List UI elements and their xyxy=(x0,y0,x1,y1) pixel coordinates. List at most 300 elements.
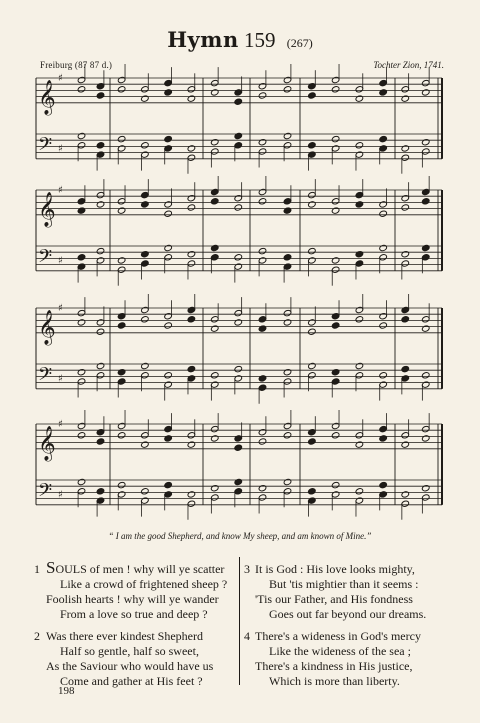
note-head xyxy=(164,79,173,86)
title-number: 159 xyxy=(244,28,276,52)
note-head xyxy=(96,201,105,208)
note-head xyxy=(379,79,388,86)
note-head xyxy=(164,313,173,320)
note-head xyxy=(401,204,410,211)
verse-2-line-2: Half so gentle, half so sweet, xyxy=(60,644,199,658)
note-head xyxy=(117,422,126,429)
verse-1-line-3: Foolish hearts ! why will ye wander xyxy=(46,592,219,606)
verse-2-line-1: Was there ever kindest Shepherd xyxy=(46,629,203,643)
note-head xyxy=(308,257,317,264)
note-head xyxy=(96,191,105,198)
treble-clef: 𝄞 xyxy=(38,309,56,345)
note-head xyxy=(308,429,317,436)
note-head xyxy=(210,316,219,323)
note-head xyxy=(210,372,219,379)
note-head xyxy=(379,381,388,388)
note-head xyxy=(308,438,317,445)
note-head xyxy=(77,76,86,83)
note-head xyxy=(421,79,430,86)
note-head xyxy=(258,257,267,264)
note-head xyxy=(141,201,150,208)
note-head xyxy=(164,145,173,152)
note-head xyxy=(164,244,173,251)
note-head xyxy=(117,76,126,83)
note-head xyxy=(355,251,364,258)
verse-4-number: 4 xyxy=(244,629,250,643)
note-head xyxy=(164,381,173,388)
verse-4-line-4: Which is more than liberty. xyxy=(269,674,400,688)
note-head xyxy=(234,254,243,261)
note-head xyxy=(117,145,126,152)
note-head xyxy=(421,381,430,388)
note-head xyxy=(234,375,243,382)
note-head xyxy=(141,372,150,379)
note-head xyxy=(77,369,86,376)
note-head xyxy=(331,432,340,439)
note-head xyxy=(210,494,219,501)
note-head xyxy=(355,306,364,313)
verse-1-line-1 xyxy=(46,560,227,577)
note-head xyxy=(141,86,150,93)
note-head xyxy=(187,441,196,448)
note-head xyxy=(379,135,388,142)
note-head xyxy=(77,319,86,326)
note-head xyxy=(331,266,340,273)
note-head xyxy=(164,491,173,498)
note-head xyxy=(421,198,430,205)
note-head xyxy=(308,488,317,495)
note-head xyxy=(96,438,105,445)
note-head xyxy=(164,89,173,96)
note-head xyxy=(141,142,150,149)
note-head xyxy=(77,478,86,485)
note-head xyxy=(355,95,364,102)
note-head xyxy=(117,207,126,214)
note-head xyxy=(308,92,317,99)
sharp-sign: ♯ xyxy=(58,255,63,267)
note-head xyxy=(401,441,410,448)
note-head xyxy=(210,485,219,492)
note-head xyxy=(421,425,430,432)
note-head xyxy=(141,432,150,439)
note-head xyxy=(77,198,86,205)
note-head xyxy=(421,435,430,442)
note-head xyxy=(355,441,364,448)
note-head xyxy=(258,83,267,90)
note-head xyxy=(96,92,105,99)
verse-3-number: 3 xyxy=(244,562,250,576)
note-head xyxy=(187,95,196,102)
note-head xyxy=(355,372,364,379)
note-head xyxy=(421,316,430,323)
sharp-sign: ♯ xyxy=(58,489,63,501)
note-head xyxy=(379,313,388,320)
note-head xyxy=(308,83,317,90)
note-head xyxy=(210,198,219,205)
note-head xyxy=(355,86,364,93)
note-head xyxy=(308,142,317,149)
sharp-sign: ♯ xyxy=(58,143,63,155)
note-head xyxy=(234,263,243,270)
verse-4-line-1: There's a wideness in God's mercy xyxy=(255,629,421,643)
note-head xyxy=(283,142,292,149)
note-head xyxy=(210,79,219,86)
note-head xyxy=(283,369,292,376)
note-head xyxy=(210,254,219,261)
note-head xyxy=(308,247,317,254)
note-head xyxy=(234,89,243,96)
note-head xyxy=(421,139,430,146)
note-head xyxy=(96,151,105,158)
verse-3-line-3: 'Tis our Father, and His fondness xyxy=(255,592,413,606)
verse-1-number: 1 xyxy=(34,562,40,576)
note-head xyxy=(401,145,410,152)
treble-clef: 𝄞 xyxy=(38,191,56,227)
note-head xyxy=(355,260,364,267)
note-head xyxy=(164,372,173,379)
note-head xyxy=(258,384,267,391)
note-head xyxy=(258,325,267,332)
note-head xyxy=(164,135,173,142)
column-divider xyxy=(239,557,240,685)
note-head xyxy=(187,491,196,498)
bass-clef: 𝄢 xyxy=(38,134,53,160)
note-head xyxy=(401,375,410,382)
note-head xyxy=(141,441,150,448)
note-head xyxy=(210,89,219,96)
tune-name: Freiburg (87 87 d.) xyxy=(40,60,113,70)
note-head xyxy=(234,204,243,211)
sharp-sign: ♯ xyxy=(58,373,63,385)
note-head xyxy=(141,497,150,504)
note-head xyxy=(308,191,317,198)
note-head xyxy=(187,251,196,258)
note-head xyxy=(258,375,267,382)
note-head xyxy=(355,316,364,323)
verse-2 xyxy=(46,629,213,689)
note-head xyxy=(210,148,219,155)
treble-clef: 𝄞 xyxy=(38,425,56,461)
note-head xyxy=(258,494,267,501)
note-head xyxy=(379,322,388,329)
note-head xyxy=(258,247,267,254)
note-head xyxy=(283,263,292,270)
note-head xyxy=(187,204,196,211)
note-head xyxy=(283,378,292,385)
note-head xyxy=(421,148,430,155)
note-head xyxy=(283,488,292,495)
note-head xyxy=(379,481,388,488)
verse-3-line-4: Goes out far beyond our dreams. xyxy=(269,607,427,621)
note-head xyxy=(96,372,105,379)
note-head xyxy=(331,198,340,205)
note-head xyxy=(308,328,317,335)
note-head xyxy=(117,369,126,376)
note-head xyxy=(234,444,243,451)
note-head xyxy=(308,319,317,326)
note-head xyxy=(117,135,126,142)
title-word: Hymn xyxy=(167,27,239,52)
note-head xyxy=(283,478,292,485)
note-head xyxy=(141,306,150,313)
note-head xyxy=(117,198,126,205)
note-head xyxy=(401,500,410,507)
note-head xyxy=(210,244,219,251)
note-head xyxy=(331,491,340,498)
note-head xyxy=(164,481,173,488)
bass-clef: 𝄢 xyxy=(38,246,53,272)
note-head xyxy=(283,76,292,83)
note-head xyxy=(77,309,86,316)
note-head xyxy=(421,325,430,332)
note-head xyxy=(141,251,150,258)
note-head xyxy=(187,432,196,439)
note-head xyxy=(187,306,196,313)
note-head xyxy=(96,257,105,264)
note-head xyxy=(308,362,317,369)
note-head xyxy=(258,438,267,445)
note-head xyxy=(234,195,243,202)
note-head xyxy=(258,92,267,99)
note-head xyxy=(258,198,267,205)
page-number: 198 xyxy=(58,685,75,697)
note-head xyxy=(355,191,364,198)
note-head xyxy=(164,435,173,442)
note-head xyxy=(117,432,126,439)
note-head xyxy=(421,244,430,251)
note-head xyxy=(401,306,410,313)
note-head xyxy=(421,188,430,195)
note-head xyxy=(355,201,364,208)
scripture-quote: “ I am the good Shepherd, and know My sheep, and am known of Mine.” xyxy=(108,531,372,541)
verse-3-line-1: It is God : His love looks mighty, xyxy=(255,562,415,576)
note-head xyxy=(141,260,150,267)
note-head xyxy=(421,494,430,501)
note-head xyxy=(141,191,150,198)
note-head xyxy=(77,86,86,93)
note-head xyxy=(96,328,105,335)
note-head xyxy=(234,142,243,149)
note-head xyxy=(355,142,364,149)
note-head xyxy=(96,362,105,369)
note-head xyxy=(258,485,267,492)
verse-1-dropcap: S xyxy=(46,558,56,577)
note-head xyxy=(379,435,388,442)
note-head xyxy=(187,316,196,323)
note-head xyxy=(379,254,388,261)
note-head xyxy=(77,422,86,429)
note-head xyxy=(283,207,292,214)
note-head xyxy=(77,263,86,270)
note-head xyxy=(141,151,150,158)
note-head xyxy=(117,257,126,264)
note-head xyxy=(401,365,410,372)
note-head xyxy=(234,478,243,485)
note-head xyxy=(77,254,86,261)
note-head xyxy=(379,210,388,217)
note-head xyxy=(331,422,340,429)
verse-4 xyxy=(255,629,421,689)
note-head xyxy=(187,375,196,382)
note-head xyxy=(401,154,410,161)
note-head xyxy=(355,488,364,495)
note-head xyxy=(96,142,105,149)
note-head xyxy=(234,319,243,326)
note-head xyxy=(187,500,196,507)
sharp-sign: ♯ xyxy=(58,419,63,430)
sharp-sign: ♯ xyxy=(58,73,63,84)
verse-1-line-2: Like a crowd of frightened sheep ? xyxy=(60,577,228,591)
note-head xyxy=(258,429,267,436)
note-head xyxy=(308,372,317,379)
note-head xyxy=(141,488,150,495)
note-head xyxy=(96,319,105,326)
note-head xyxy=(187,154,196,161)
note-head xyxy=(187,195,196,202)
note-head xyxy=(164,322,173,329)
note-head xyxy=(117,86,126,93)
verse-2-number: 2 xyxy=(34,629,40,643)
note-head xyxy=(258,188,267,195)
note-head xyxy=(141,316,150,323)
note-head xyxy=(210,139,219,146)
note-head xyxy=(421,254,430,261)
verse-1-line-1-text: OULS of men ! why will ye scatter xyxy=(55,562,225,576)
note-head xyxy=(117,481,126,488)
note-head xyxy=(77,207,86,214)
note-head xyxy=(117,491,126,498)
note-head xyxy=(258,139,267,146)
note-head xyxy=(283,422,292,429)
note-head xyxy=(187,86,196,93)
verse-2-line-3: As the Saviour who would have us xyxy=(46,659,214,673)
note-head xyxy=(379,244,388,251)
note-head xyxy=(164,201,173,208)
note-head xyxy=(401,432,410,439)
note-head xyxy=(258,316,267,323)
note-head xyxy=(77,132,86,139)
note-head xyxy=(331,322,340,329)
note-head xyxy=(331,145,340,152)
note-head xyxy=(117,322,126,329)
note-head xyxy=(283,309,292,316)
note-head xyxy=(401,491,410,498)
note-head xyxy=(308,201,317,208)
note-head xyxy=(331,257,340,264)
note-head xyxy=(210,435,219,442)
note-head xyxy=(77,378,86,385)
note-head xyxy=(355,151,364,158)
note-head xyxy=(401,86,410,93)
note-head xyxy=(234,132,243,139)
note-head xyxy=(234,98,243,105)
note-head xyxy=(96,83,105,90)
verse-2-line-4: Come and gather at His feet ? xyxy=(60,674,203,688)
note-head xyxy=(187,260,196,267)
note-head xyxy=(141,95,150,102)
note-head xyxy=(401,251,410,258)
note-head xyxy=(421,485,430,492)
note-head xyxy=(283,198,292,205)
note-head xyxy=(355,432,364,439)
note-head xyxy=(187,145,196,152)
note-head xyxy=(187,365,196,372)
note-head xyxy=(331,378,340,385)
note-head xyxy=(283,432,292,439)
note-head xyxy=(96,429,105,436)
note-head xyxy=(210,425,219,432)
note-head xyxy=(401,95,410,102)
tune-source: Tochter Zion, 1741. xyxy=(373,60,444,70)
note-head xyxy=(331,481,340,488)
note-head xyxy=(308,497,317,504)
note-head xyxy=(283,86,292,93)
note-head xyxy=(234,365,243,372)
note-head xyxy=(331,86,340,93)
note-head xyxy=(164,210,173,217)
note-head xyxy=(331,369,340,376)
note-head xyxy=(210,325,219,332)
note-head xyxy=(164,425,173,432)
treble-clef: 𝄞 xyxy=(38,79,56,115)
note-head xyxy=(234,435,243,442)
bass-clef: 𝄢 xyxy=(38,364,53,390)
verse-1-line-4: From a love so true and deep ? xyxy=(60,607,208,621)
note-head xyxy=(331,207,340,214)
note-head xyxy=(283,254,292,261)
note-head xyxy=(331,76,340,83)
note-head xyxy=(96,497,105,504)
note-head xyxy=(355,497,364,504)
note-head xyxy=(283,132,292,139)
note-head xyxy=(421,372,430,379)
note-head xyxy=(331,135,340,142)
sharp-sign: ♯ xyxy=(58,185,63,196)
note-head xyxy=(117,266,126,273)
note-head xyxy=(96,488,105,495)
note-head xyxy=(234,309,243,316)
note-head xyxy=(379,372,388,379)
alt-number: (267) xyxy=(286,36,313,50)
note-head xyxy=(308,151,317,158)
verse-3-line-2: But 'tis mightier than it seems : xyxy=(269,577,419,591)
verse-4-line-2: Like the wideness of the sea ; xyxy=(269,644,411,658)
verse-4-line-3: There's a kindness in His justice, xyxy=(255,659,413,673)
note-head xyxy=(401,316,410,323)
note-head xyxy=(210,381,219,388)
note-head xyxy=(379,201,388,208)
note-head xyxy=(234,488,243,495)
note-head xyxy=(401,260,410,267)
note-head xyxy=(117,313,126,320)
note-head xyxy=(379,425,388,432)
sharp-sign: ♯ xyxy=(58,303,63,314)
bass-clef: 𝄢 xyxy=(38,480,53,506)
note-head xyxy=(421,89,430,96)
note-head xyxy=(379,491,388,498)
verse-3 xyxy=(255,562,426,622)
note-head xyxy=(379,89,388,96)
note-head xyxy=(77,488,86,495)
note-head xyxy=(379,145,388,152)
note-head xyxy=(117,378,126,385)
verse-1 xyxy=(46,560,227,622)
note-head xyxy=(401,195,410,202)
note-head xyxy=(96,247,105,254)
note-head xyxy=(283,319,292,326)
note-head xyxy=(355,362,364,369)
note-head xyxy=(141,362,150,369)
